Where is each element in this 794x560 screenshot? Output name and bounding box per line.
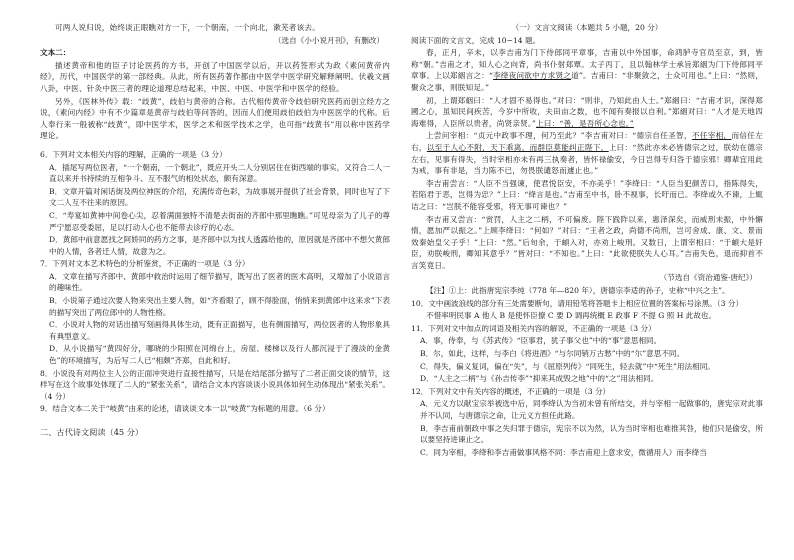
reading-instruction: 阅读下面的文言文，完成 10~14 题。 bbox=[411, 35, 541, 45]
text2-paragraph-1: 描述黄帝和他的臣子讨论医药的方书，开创了中国医学以后，开以药签形式为政《素问黄帝内经》，历代，中国医学的第一部经典。从此，所有医药著作都由中医学中医学研究解释阐明。伏羲文画八卦，中医、针灸中医三者的理论道理总结起来，中医、中医、中医学和中医学的经验。 bbox=[40, 60, 390, 93]
question-6-option-c: C．“寿宴如黄神中间卷心尖，忍着满面独特不清楚去街南的齐郎中那里瞧瞧。”可见母亲为了儿子的尊严宁愿忍受委屈，足以打动人心也不能带去诊疗的心态。 bbox=[49, 210, 390, 232]
passage-source: （节选自《资治通鉴·唐纪》） bbox=[659, 273, 757, 283]
passage-paragraph-2 bbox=[411, 95, 763, 130]
passage-p3-text-a: 上尝问宰相：“贞元中政事不理，何乃至此？”李吉甫对曰：“德宗自任圣智， bbox=[426, 131, 692, 141]
section-2-heading: 二、古代诗文阅读（45 分） bbox=[40, 427, 144, 437]
story-source: （选自《小小说月刊》，有删改） bbox=[273, 35, 384, 45]
passage-p2-text: 初，上谓郑絪曰：“人才固不易得也。”对曰：“则非，乃知此由人士。”郑絪曰：“吉甫才识，深得郑國之心，虽知民间疾苦，今岁中所收，夫田亩之数，也不闻有奏报以自利。”郑絪对曰：“人才是天地四海难得，人臣所以贵者，尚贤亲贤。” bbox=[411, 95, 763, 128]
question-6-option-a: A．插尾写两位医者，“一个朝南，一个朝北”，既应开头二人分别居住在街西端的事实，又符合二人一直以来并书持续的互相争斗、互不服气的相处状态，颇有深意。 bbox=[49, 162, 390, 184]
passage-p3-text-c: 上曰：“然此亦未必皆德宗之过，朕幼在德宗左右，见事有得失，当时宰相亦未有再三执奏者，皆怀禄偷安，今日岂得专归咎于德宗邪！卿辈宜用此为戒，事有非是，当力陈不已，勿畏朕谴怒而遽止也。” bbox=[411, 142, 763, 176]
question-7-option-b: B．小说第子通过次要人物来突出主要人物，如“齐看眼了，顾不得脸面，悄悄来到黄郎中这来求”下表的描写突出了两位郎中的人物性格。 bbox=[49, 296, 390, 317]
question-8: 8．小说没有对两位主人公的正面冲突进行直接性描写，只是在结尾部分描写了二者正面交谈的情节，这样写在这个故事处体现了二人的“紧张关系”，请结合文本内容谈谈小说具体如何生动体现出“紧张关系”。（4 分） bbox=[40, 368, 390, 401]
question-6-option-d: D．黄郎中前意愿找之阿娇同的药方之事，是齐郎中以为找人透露给他的，原因就是齐郎中不想欠黄郎中的人情，各者迁人情，故意为之。 bbox=[49, 235, 390, 256]
question-11-option-a: A．事，侍奉，与《苏武传》“臣事君，犹子事父也”中的“事”意思相同。 bbox=[420, 336, 662, 346]
passage-p3-underlined-2: 以至于人心不附，天下乖离，而群臣莫能纠正陛下， bbox=[426, 142, 609, 152]
question-12-stem: 12．下列对文中有关内容的概述，不正确的一项是（3 分） bbox=[411, 386, 611, 396]
passage-p1-underlined: 李绛夜问欲中方求贤之 bbox=[493, 71, 572, 81]
story-closing-line: 可两人说归说，始终谈正眼瞧对方一下，一个朝南，一个向北，漱芜者该去。 bbox=[55, 23, 320, 32]
question-7-stem: 7．下列对文本艺术特色的分析鉴赏，不正确的一项是（3 分） bbox=[40, 259, 250, 269]
question-11-stem: 11．下列对文中加点的词语及相关内容的解说，不正确的一项是（3 分） bbox=[411, 323, 656, 333]
question-10-text: 不惜率明民事 A 他人 B 是使怀臣僚 C 要 D 调再统概 E 政事 F 不提 G 照 H 此故也。 bbox=[426, 311, 717, 321]
question-12-option-c: C．同为宰相，李绛和李吉甫做事风格不同：李吉甫迎上意求安，微循用人）而李绛当 bbox=[420, 447, 707, 457]
passage-p3-underlined-1: 不任宰相， bbox=[691, 131, 732, 141]
question-9: 9．结合文本二关于“岐黄”由来的论述，请谈谈文本一以“岐黄”为标题的用意。（6 分） bbox=[40, 404, 330, 414]
text2-paragraph-2: 另外，《医林外传》载：“歧黄”，歧伯与黄帝的合称。古代相传黄帝令歧伯研究医药而创立经方之说，《素问内经》中有不少篇章是黄帝与歧伯等问答的，因而人们便用歧伯歧伯为中医医学的代称。后人奉行来一般被称“歧黄”，即中医学术，医学之术和医学技术之学，也可指“歧黄书”用以称中医药学理论。 bbox=[40, 96, 390, 141]
question-11-option-d: D．“人主之二柄”与《孙吉传李”“抑来其成毁之地”中的“之”用法相同。 bbox=[420, 374, 659, 384]
right-column bbox=[411, 22, 763, 459]
passage-p1-text-b: 道”。吉甫曰：“非聚敛之，士众可用也。”上曰：“然则，聚众之事，则朕知足。” bbox=[411, 71, 763, 92]
passage-p1-text-a: 春，正月，辛未，以李吉甫为门下侍郎同平章事，吉甫以中外国事，命鸿胪寺官员至京，到，皆称“朝。”吉甫之才，知人心之向背，尚书仆射郑覃。太子丙丁，且以翰林学士承旨郑絪为门下侍郎同平章事。上以郑絪言之：“ bbox=[411, 48, 763, 81]
classical-section-title: （一）文言文阅读（本题共 5 小题，20 分） bbox=[511, 23, 663, 32]
text2-title: 文本二： bbox=[40, 48, 71, 58]
question-7-option-d: D．从小说描写“黄四好分，哪晓的少阳照在河绵台上，房屋、楼梯以及行人都沉浸于了漫淡的金黄色”的环境描写，为后写二人已“相颇”齐郑，自此和好。 bbox=[49, 344, 390, 366]
passage-note: 【注】①上：此指唐宪宗李纯（778 年—820 年），唐德宗李适的孙子，史称“中兴之主”。 bbox=[426, 286, 730, 296]
left-column bbox=[40, 22, 390, 443]
question-7-option-a: A．文章在描写齐郎中、黄郎中救治时运用了细节描写，既写出了医者的医术高明，又增加了小说语言的趣味性。 bbox=[49, 271, 390, 293]
passage-paragraph-3 bbox=[411, 130, 763, 176]
passage-paragraph-4: 李吉甫尝言：“人臣不当强谏，使君悦臣安，不亦美乎！”李绛曰：“人臣当犯颜苦口，指陈得失，若陷君于恶，岂得为忠？”上曰：“绛言是也。”吉甫至中书，卧不视事，长吁而已。李绛或久不谏，上辄诘之曰：“岂朕不能容受邪，将无事可谏也？” bbox=[411, 178, 763, 211]
passage-p3-text-b: 而信任左右， bbox=[411, 131, 763, 152]
passage-paragraph-1 bbox=[411, 47, 763, 93]
question-12-option-a: A．元义方以献宝宗举被选中后，同季绛认为当初未曾有所结交，并与宰相一起做事的，唐宪宗对此事并不认同，与唐德宗之命，让元义方担任此路。 bbox=[420, 399, 763, 420]
question-6-option-b: B．文章开篇对闲话街及两位神医的介绍，充满传奇色彩，为故事展开提供了社会背景，同时也写了下文二人互不往来的原因。 bbox=[49, 186, 390, 208]
question-6-stem: 6．下列对文本相关内容的理解，正确的一项是（3 分） bbox=[40, 149, 227, 159]
passage-p2-underlined: 上曰：“善，是吾所心念也。” bbox=[535, 118, 634, 128]
question-11-option-b: B．尔，如此，这样，与李白《将进酒》“与尔同销万古愁”中的“尔”意思不同。 bbox=[420, 349, 685, 359]
passage-paragraph-5: 李吉甫又尝言：“赏罚，人主之二柄，不可偏废。陛下践阼以来，惠泽深矣，而威刑未振，中外懈惰，愿加严以振之。”上顾李绛曰：“何如？”对曰：“王者之政，尚德不尚刑，岂可舍成、康、文、景而效秦始皇父子乎！”上曰：“然。”后旬余，于頔入对，亦劝上峻刑。又数日，上谓宰相曰：“于頔大是奸臣，劝朕峻刑，卿知其意乎？”皆对曰：“不知也。”上曰：“此欲使朕失人心耳。”吉甫失色，退而抑首不言笑竟日。 bbox=[411, 214, 763, 270]
question-7-option-c: C．小说对人物的对话出描写刻画得具体生动，既有正面描写，也有侧面描写，两位医者的人物形象具有典型意义。 bbox=[49, 320, 390, 341]
question-11-option-c: C．得失，偏义复词，偏在“失”，与《屈原列传》“同死生，轻去就”中“死生”用法相同。 bbox=[420, 361, 715, 371]
question-10: 10．文中画波浪线的部分有三处需要断句，请用铅笔将答题卡上相应位置的答案标号涂黑。（3 分） bbox=[411, 298, 744, 308]
question-12-option-b: B．李吉甫前朝政中事之失归罪于德宗，宪宗不以为然，认为当时宰相也难推其咎，他们只是偷安，所以要坚持进谏止之。 bbox=[420, 423, 763, 445]
